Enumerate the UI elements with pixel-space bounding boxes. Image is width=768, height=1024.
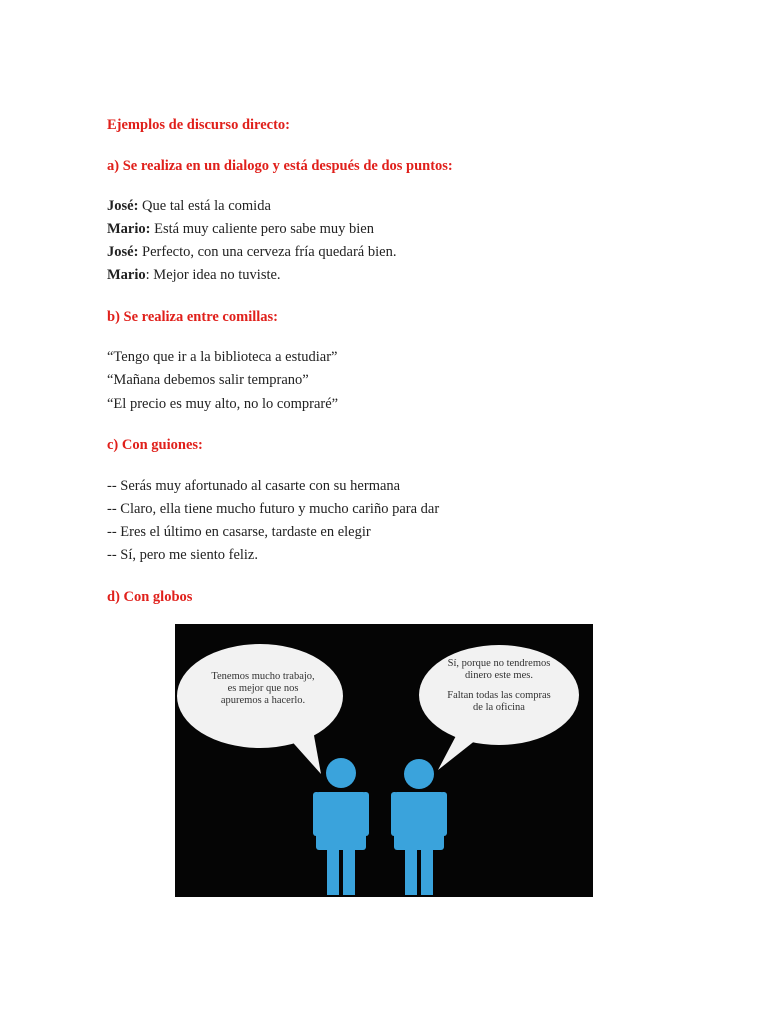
speaker-name: Mario: [107,221,151,237]
dialog-line [107,244,396,261]
person-left-icon [313,758,369,895]
bubble-left-line: es mejor que nos [227,683,299,694]
section-b-heading: b) Se realiza entre comillas: [107,309,279,325]
dash-line: -- Serás muy afortunado al casarte con su hermana [107,478,401,494]
dialog-line [107,221,374,238]
section-a-heading: a) Se realiza en un dialogo y está después de dos puntos: [107,158,453,174]
speaker-name: Mario [107,267,146,283]
speaker-name: José: [107,244,139,260]
bubble-left-text [195,671,331,707]
bubble-right-line: Sí, porque no tendremos [447,658,551,669]
document-title: Ejemplos de discurso directo: [107,117,290,133]
bubble-left-line: apuremos a hacerlo. [220,695,306,706]
quote-line: “Tengo que ir a la biblioteca a estudiar” [107,349,338,365]
section-d-heading: d) Con globos [107,589,193,605]
quote-line: “El precio es muy alto, no lo compraré” [107,396,339,412]
dialog-line [107,198,271,215]
person-right-icon [391,759,447,895]
dialog-text: : Mejor idea no tuviste. [145,267,281,283]
bubble-right-line: dinero este mes. [465,670,533,681]
dialog-line [107,267,281,284]
dialog-text: Perfecto, con una cerveza fría quedará bien. [138,244,397,260]
quote-line: “Mañana debemos salir temprano” [107,372,309,388]
dash-line: -- Eres el último en casarse, tardaste en elegir [107,524,371,540]
speech-bubble-right-tail [438,732,481,770]
speech-bubble-left-tail [287,730,321,774]
dialog-text: Que tal está la comida [138,198,271,214]
speaker-name: José: [107,198,139,214]
section-c-heading: c) Con guiones: [107,437,203,453]
bubble-right-line: Faltan todas las compras [447,690,551,701]
bubble-right-text [437,658,561,714]
bubble-right-line: de la oficina [473,702,525,713]
dialog-text: Está muy caliente pero sabe muy bien [150,221,374,237]
bubble-left-line: Tenemos mucho trabajo, [211,671,315,682]
dash-line: -- Sí, pero me siento feliz. [107,547,258,563]
dash-line: -- Claro, ella tiene mucho futuro y mucho cariño para dar [107,501,440,517]
speech-bubble-illustration [175,624,593,897]
